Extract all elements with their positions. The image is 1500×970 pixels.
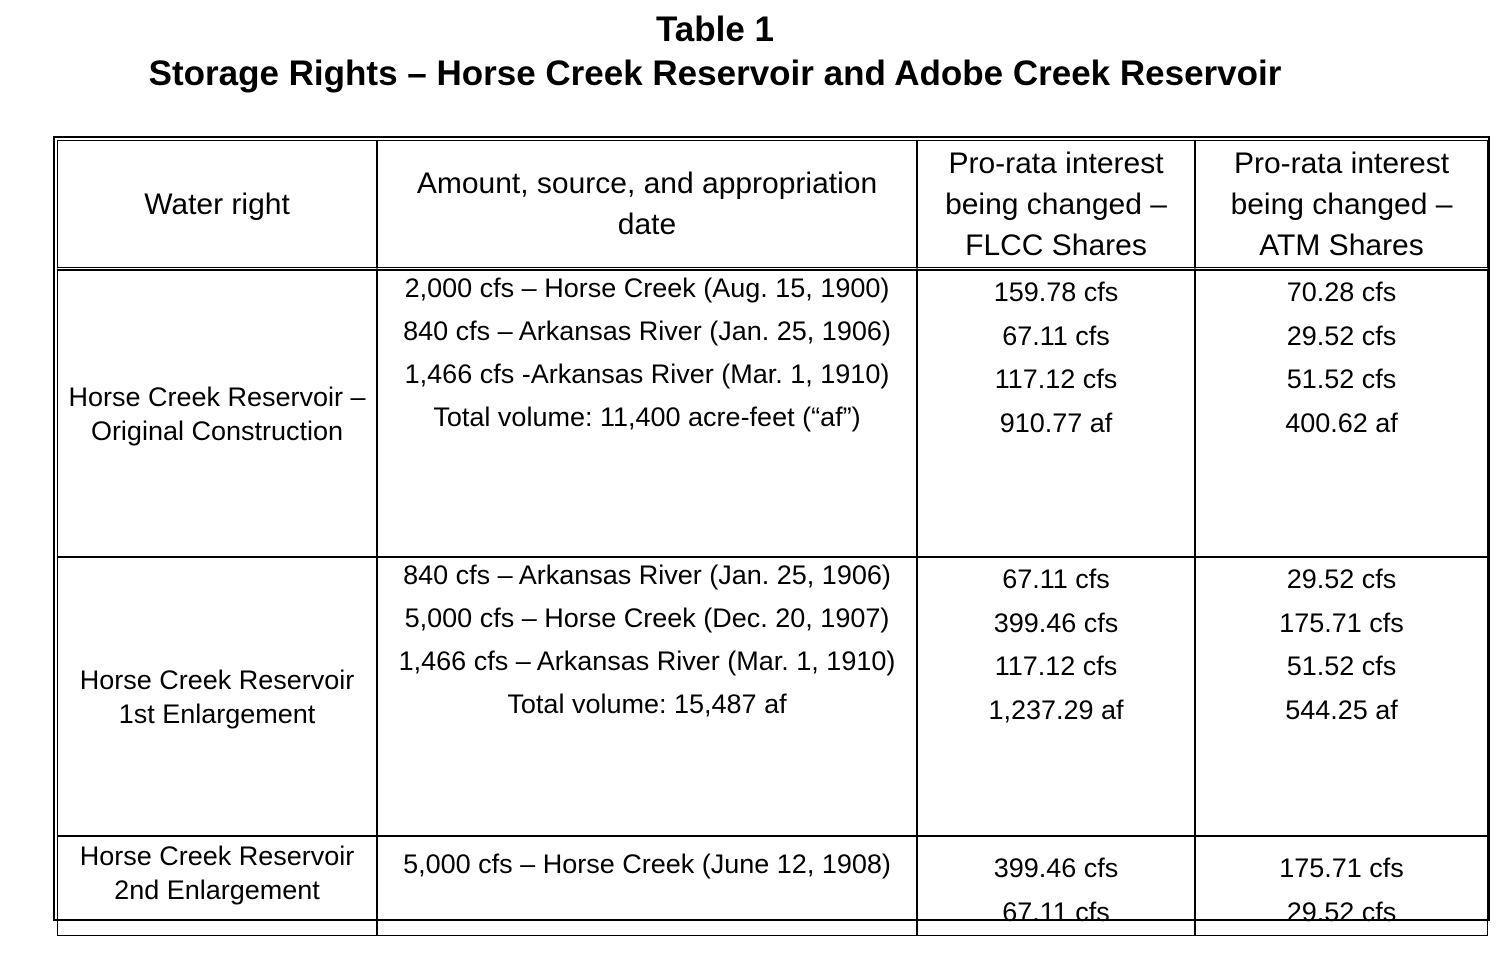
amount-entry: 1,466 cfs -Arkansas River (Mar. 1, 1910) — [404, 359, 890, 389]
flcc-cell — [917, 836, 1195, 936]
storage-rights-table — [53, 136, 1490, 927]
flcc-value: 117.12 cfs — [994, 364, 1118, 394]
amount-entry: 1,466 cfs – Arkansas River (Mar. 1, 1910) — [398, 646, 896, 676]
atm-value: 51.52 cfs — [1286, 364, 1397, 394]
water-right-cell: Horse Creek Reservoir 2nd Enlargement — [57, 836, 377, 936]
atm-value: 175.71 cfs — [1279, 853, 1404, 883]
atm-value: 70.28 cfs — [1286, 277, 1397, 307]
atm-value: 175.71 cfs — [1279, 607, 1404, 638]
flcc-value: 399.46 cfs — [993, 853, 1119, 883]
table-row — [57, 557, 1488, 836]
header-water-right: Water right — [57, 140, 377, 270]
amount-entry: 840 cfs – Arkansas River (Jan. 25, 1906) — [403, 560, 891, 590]
flcc-value: 159.78 cfs — [993, 277, 1119, 307]
table-row — [57, 836, 1488, 936]
flcc-value: 67.11 cfs — [1002, 564, 1110, 594]
flcc-value: 67.11 cfs — [1002, 896, 1110, 927]
total-volume: Total volume: 11,400 acre-feet (“af”) — [433, 402, 861, 432]
flcc-value: 117.12 cfs — [994, 651, 1118, 681]
flcc-value: 67.11 cfs — [1002, 320, 1110, 351]
amount-entry: 5,000 cfs – Horse Creek (June 12, 1908) — [403, 849, 891, 879]
amount-entry: 5,000 cfs – Horse Creek (Dec. 20, 1907) — [404, 603, 890, 633]
flcc-value: 1,237.29 af — [988, 694, 1124, 725]
atm-cell — [1195, 836, 1488, 936]
flcc-value: 910.77 af — [999, 407, 1113, 438]
amount-cell — [377, 270, 917, 557]
table-row — [57, 270, 1488, 557]
atm-value: 544.25 af — [1285, 694, 1398, 725]
atm-value: 29.52 cfs — [1286, 896, 1397, 927]
flcc-cell — [917, 270, 1195, 557]
header-flcc-shares: Pro-rata interest being changed – FLCC Shares — [917, 140, 1195, 270]
atm-value: 51.52 cfs — [1286, 651, 1397, 681]
amount-entry: 840 cfs – Arkansas River (Jan. 25, 1906) — [403, 316, 891, 346]
flcc-value: 399.46 cfs — [993, 607, 1119, 638]
table-title — [0, 8, 1430, 96]
amount-cell — [377, 836, 917, 936]
table-number: Table 1 — [655, 10, 774, 49]
amount-entry: 2,000 cfs – Horse Creek (Aug. 15, 1900) — [404, 273, 890, 303]
flcc-cell — [917, 557, 1195, 836]
table-caption: Storage Rights – Horse Creek Reservoir and Adobe Creek Reservoir — [148, 54, 1282, 93]
amount-cell — [377, 557, 917, 836]
atm-cell — [1195, 270, 1488, 557]
atm-value: 29.52 cfs — [1286, 564, 1397, 594]
header-row — [57, 140, 1488, 270]
atm-value: 400.62 af — [1285, 407, 1398, 438]
water-right-cell: Horse Creek Reservoir 1st Enlargement — [57, 557, 377, 836]
header-amount-source-date: Amount, source, and appropriation date — [377, 140, 917, 270]
atm-value: 29.52 cfs — [1286, 320, 1397, 351]
water-right-cell: Horse Creek Reservoir – Original Construction — [57, 270, 377, 557]
total-volume: Total volume: 15,487 af — [507, 689, 787, 719]
atm-cell — [1195, 557, 1488, 836]
header-atm-shares: Pro-rata interest being changed – ATM Shares — [1195, 140, 1488, 270]
